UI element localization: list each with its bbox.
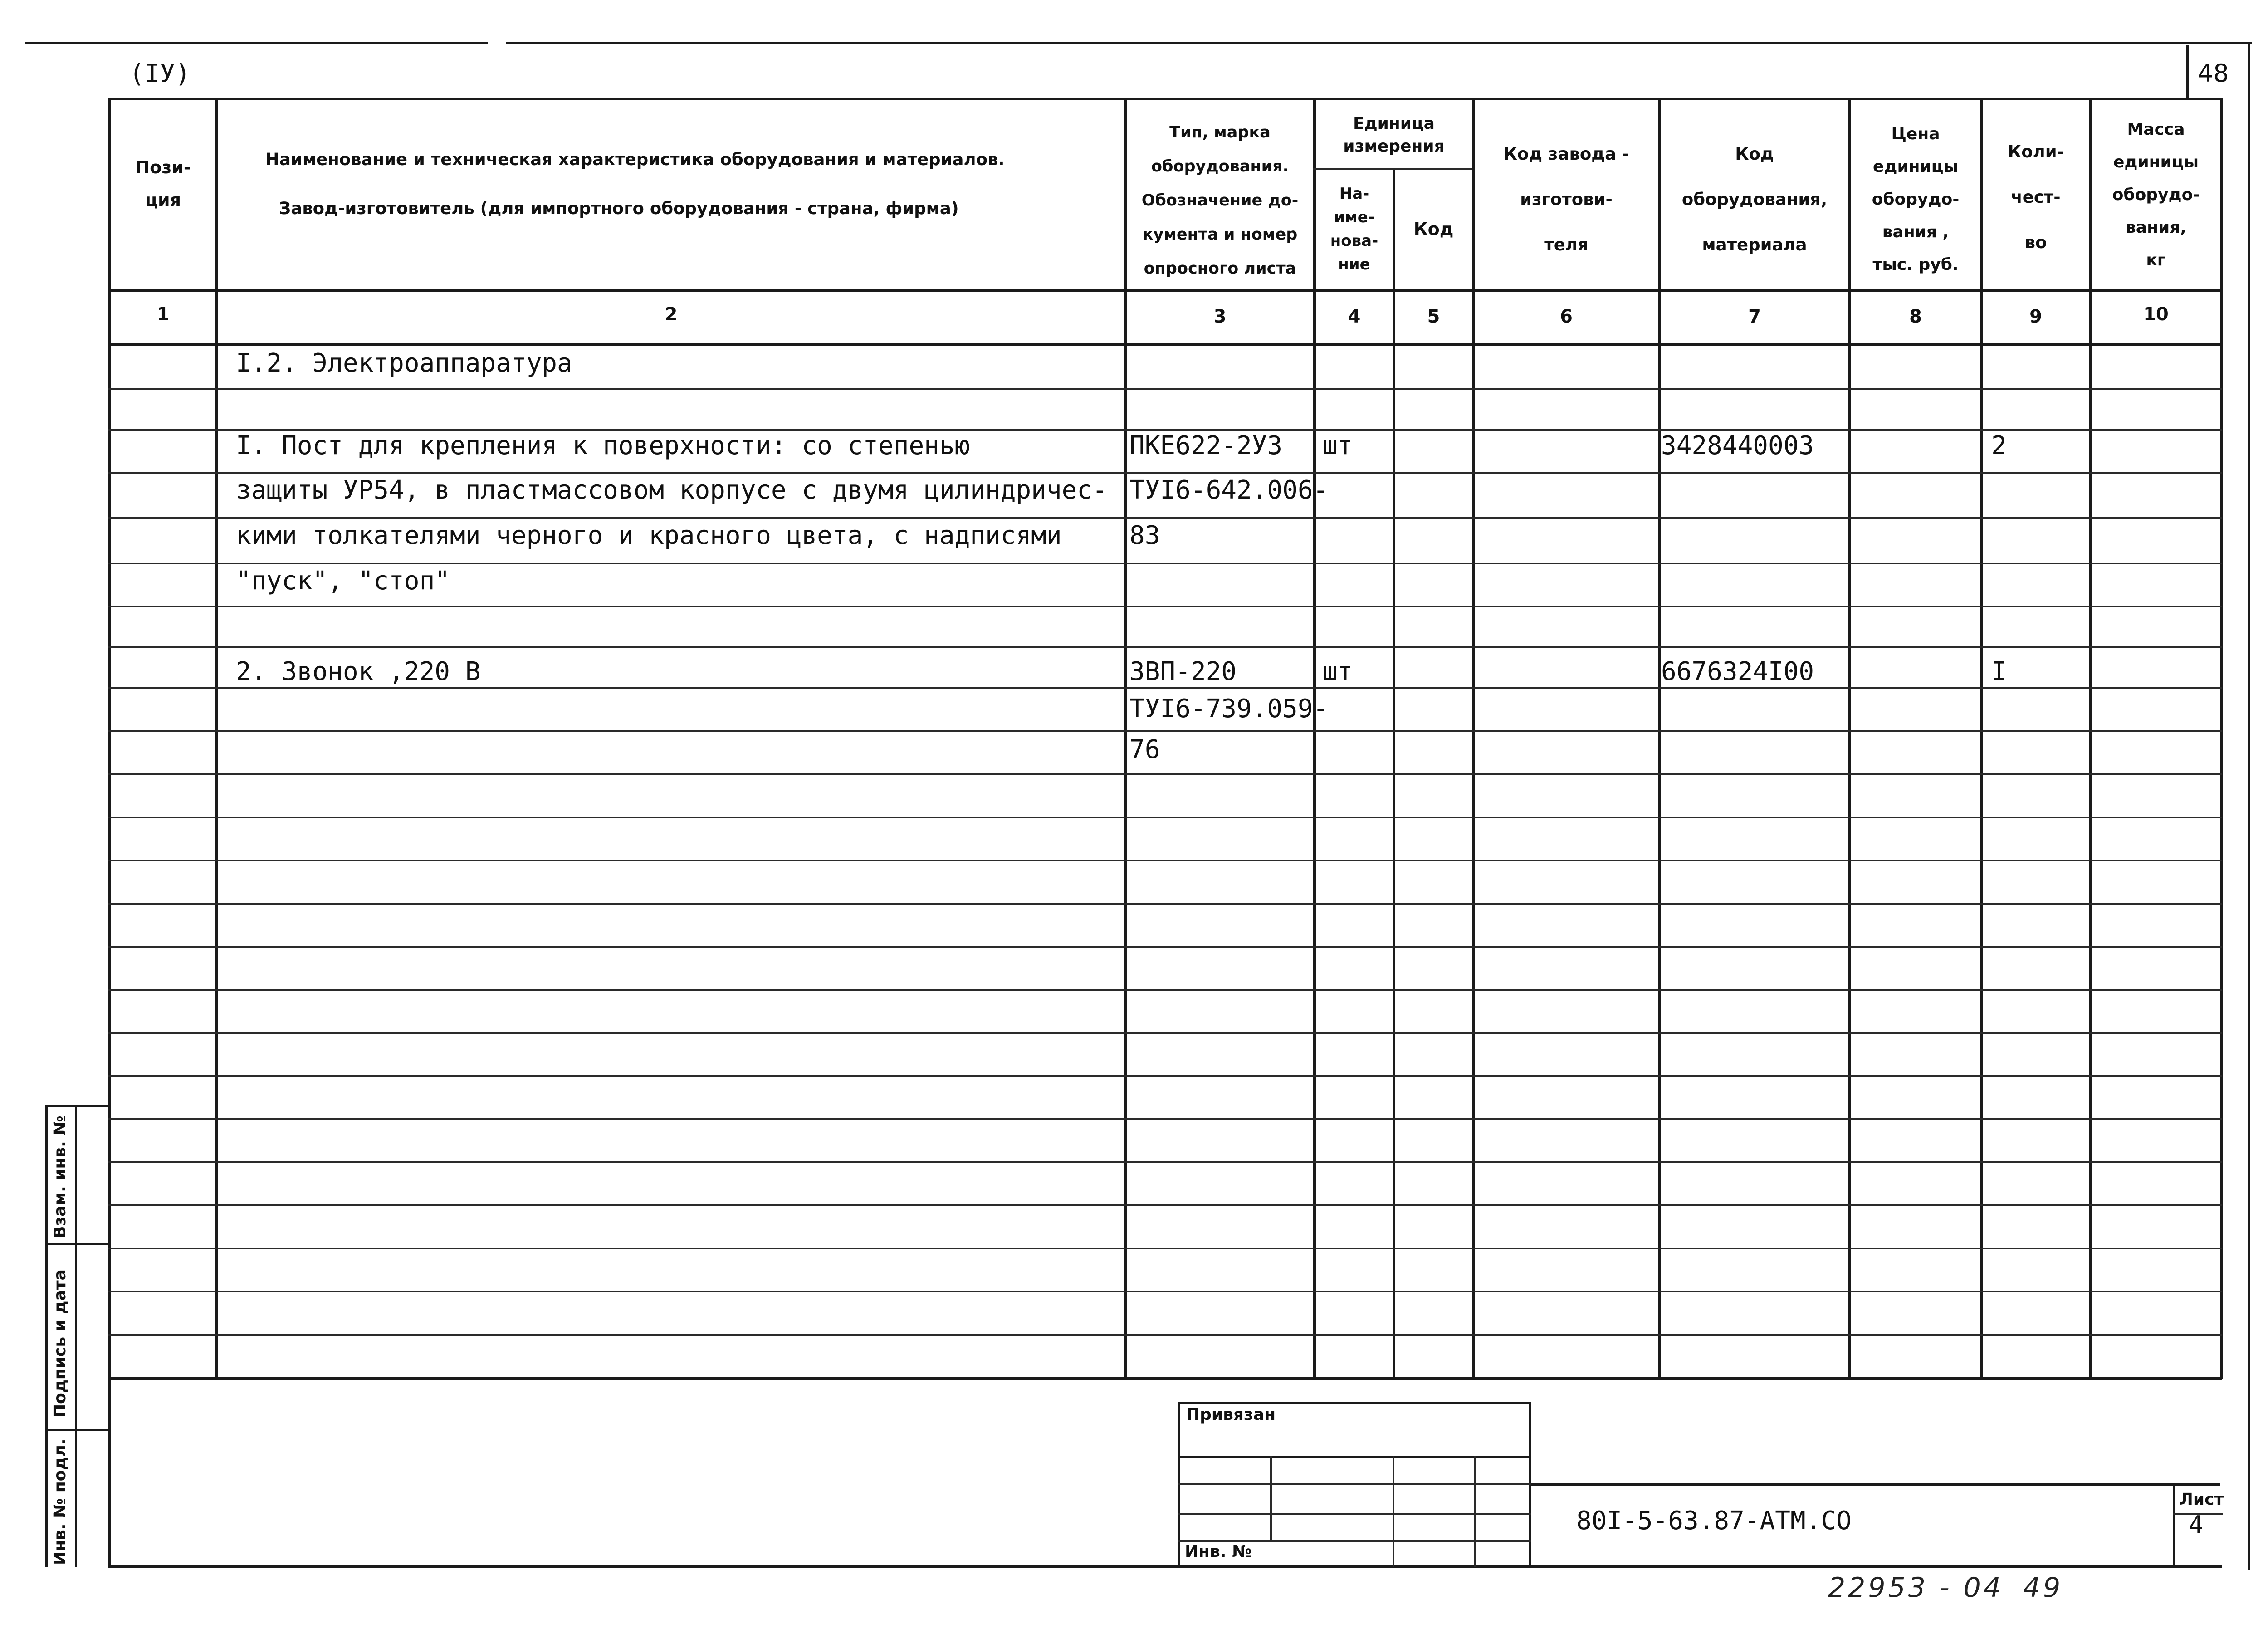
row-line xyxy=(108,1032,2222,1034)
header-unit-group: Единица измерения xyxy=(1343,114,1445,156)
top-border-left xyxy=(25,42,488,44)
bound-box-col3 xyxy=(1474,1456,1476,1567)
header-equipment-code: Код оборудования, материала xyxy=(1681,144,1828,254)
col-divider-8 xyxy=(1980,98,1983,1379)
frame-bottom xyxy=(108,1565,2222,1568)
bound-box-top xyxy=(1178,1402,1531,1404)
bound-box-line4 xyxy=(1178,1540,1531,1542)
item1-name-line4: "пуск", "стоп" xyxy=(236,566,450,596)
bound-box-line2 xyxy=(1178,1483,1531,1485)
page-number: 48 xyxy=(2198,59,2229,88)
bound-label: Привязан xyxy=(1186,1405,1276,1424)
item1-quantity: 2 xyxy=(1991,431,2007,460)
row-line xyxy=(108,773,2222,775)
row-line xyxy=(108,606,2222,607)
header-plant-code: Код завода - изготови- теля xyxy=(1503,144,1629,254)
inv-label: Инв. № xyxy=(1185,1542,1252,1561)
row-line xyxy=(108,989,2222,991)
col-number-7: 7 xyxy=(1748,306,1761,327)
side-label-signature-date: Подпись и дата xyxy=(51,1269,69,1418)
header-price: Цена единицы оборудо- вания , тыс. руб. xyxy=(1872,125,1960,274)
row-line xyxy=(108,903,2222,905)
item1-type-line1: ПКЕ622-2У3 xyxy=(1129,431,1283,460)
row-line xyxy=(108,429,2222,431)
doc-code: 80I-5-63.87-АТМ.СО xyxy=(1576,1506,1852,1536)
row-line xyxy=(108,946,2222,948)
col-number-5: 5 xyxy=(1427,306,1440,327)
sheet-number: 4 xyxy=(2189,1511,2204,1539)
title-block-top xyxy=(1531,1483,2220,1486)
item1-equipment-code: 3428440003 xyxy=(1661,431,1814,460)
item1-name-line2: защиты УР54, в пластмассовом корпусе с двумя цилиндричес- xyxy=(236,475,1108,505)
header-bottom xyxy=(108,289,2222,292)
col-divider-2 xyxy=(1124,98,1127,1379)
item2-quantity: I xyxy=(1991,657,2007,686)
col-number-1: 1 xyxy=(156,304,170,325)
header-name-line2: Завод-изготовитель (для импортного оборудования - страна, фирма) xyxy=(279,199,959,218)
row-line xyxy=(108,730,2222,732)
sheet-box-left xyxy=(2173,1483,2175,1567)
row-line xyxy=(108,1248,2222,1249)
side-stamp-divider xyxy=(75,1105,77,1567)
row-line xyxy=(108,472,2222,474)
item1-type-line3: 83 xyxy=(1129,521,1160,550)
page-number-box-right xyxy=(2248,43,2250,1570)
row-line xyxy=(108,1075,2222,1077)
section-title: I.2. Электроаппаратура xyxy=(236,348,572,378)
colnum-bottom xyxy=(108,343,2222,346)
col-divider-9 xyxy=(2089,98,2092,1379)
row-line xyxy=(108,1291,2222,1292)
row-line xyxy=(108,563,2222,564)
bound-box-col1 xyxy=(1270,1456,1272,1540)
page-number-box-left xyxy=(2186,45,2189,100)
section-mark: (IУ) xyxy=(129,59,191,88)
col-number-3: 3 xyxy=(1213,306,1227,327)
row-line xyxy=(108,817,2222,818)
row-line xyxy=(108,860,2222,861)
side-stamp-sep1 xyxy=(45,1243,109,1245)
footer-doc-number: 22953 - 04 xyxy=(1828,1572,2004,1604)
header-unit-name: На- име- нова- ние xyxy=(1330,185,1378,274)
col-number-8: 8 xyxy=(1909,306,1922,327)
bound-box-line1 xyxy=(1178,1456,1531,1458)
row-line xyxy=(108,1118,2222,1120)
item1-name-line1: I. Пост для крепления к поверхности: со степенью xyxy=(236,431,970,460)
footer-page-number: 49 xyxy=(2023,1572,2063,1604)
row-line xyxy=(108,646,2222,648)
side-stamp-left xyxy=(45,1105,48,1567)
item2-type-line1: ЗВП-220 xyxy=(1129,657,1237,686)
side-label-replace-inv: Взам. инв. № xyxy=(51,1115,69,1238)
header-name-line1: Наименование и техническая характеристика оборудования и материалов. xyxy=(265,150,1005,169)
row-line xyxy=(108,388,2222,390)
row-line xyxy=(108,517,2222,519)
item2-unit: шт xyxy=(1322,657,1353,686)
item1-unit: шт xyxy=(1322,431,1353,460)
table-bottom xyxy=(108,1377,2222,1380)
sheet-label: Лист xyxy=(2180,1490,2224,1509)
item2-type-line3: 76 xyxy=(1129,735,1160,764)
header-unit-code: Код xyxy=(1413,219,1454,239)
col-divider-1 xyxy=(215,98,218,1379)
row-line xyxy=(108,687,2222,689)
top-border-right xyxy=(506,42,2252,44)
col-number-10: 10 xyxy=(2143,304,2169,325)
header-mass: Масса единицы оборудо- вания, кг xyxy=(2112,120,2200,269)
side-label-original-inv: Инв. № подл. xyxy=(51,1438,69,1565)
item1-name-line3: кими толкателями черного и красного цвета, с надписями xyxy=(236,521,1062,550)
col-divider-7 xyxy=(1848,98,1851,1379)
row-line xyxy=(108,1161,2222,1163)
side-stamp-sep2 xyxy=(45,1429,109,1431)
col-number-9: 9 xyxy=(2029,306,2042,327)
bound-box-line3 xyxy=(1178,1513,1531,1515)
item2-name-line1: 2. Звонок ,220 В xyxy=(236,657,481,686)
header-type: Тип, марка оборудования. Обозначение до- кумента и номер опросного листа xyxy=(1141,123,1299,278)
header-quantity: Коли- чест- во xyxy=(2007,142,2064,252)
col-number-4: 4 xyxy=(1348,306,1361,327)
col-divider-3 xyxy=(1313,98,1316,1379)
col-divider-5 xyxy=(1472,98,1475,1379)
row-line xyxy=(108,1334,2222,1336)
row-line xyxy=(108,1204,2222,1206)
item1-type-line2: ТУI6-642.006- xyxy=(1129,475,1329,505)
item2-type-line2: ТУI6-739.059- xyxy=(1129,694,1329,724)
frame-top xyxy=(108,98,2222,100)
item2-equipment-code: 6676324I00 xyxy=(1661,657,1814,686)
col-divider-6 xyxy=(1658,98,1661,1379)
side-stamp-top xyxy=(45,1105,109,1107)
header-position: Пози- ция xyxy=(135,157,191,210)
col-number-2: 2 xyxy=(665,304,678,325)
unit-group-divider xyxy=(1313,168,1472,170)
col-number-6: 6 xyxy=(1560,306,1573,327)
bound-box-col2 xyxy=(1393,1456,1394,1567)
